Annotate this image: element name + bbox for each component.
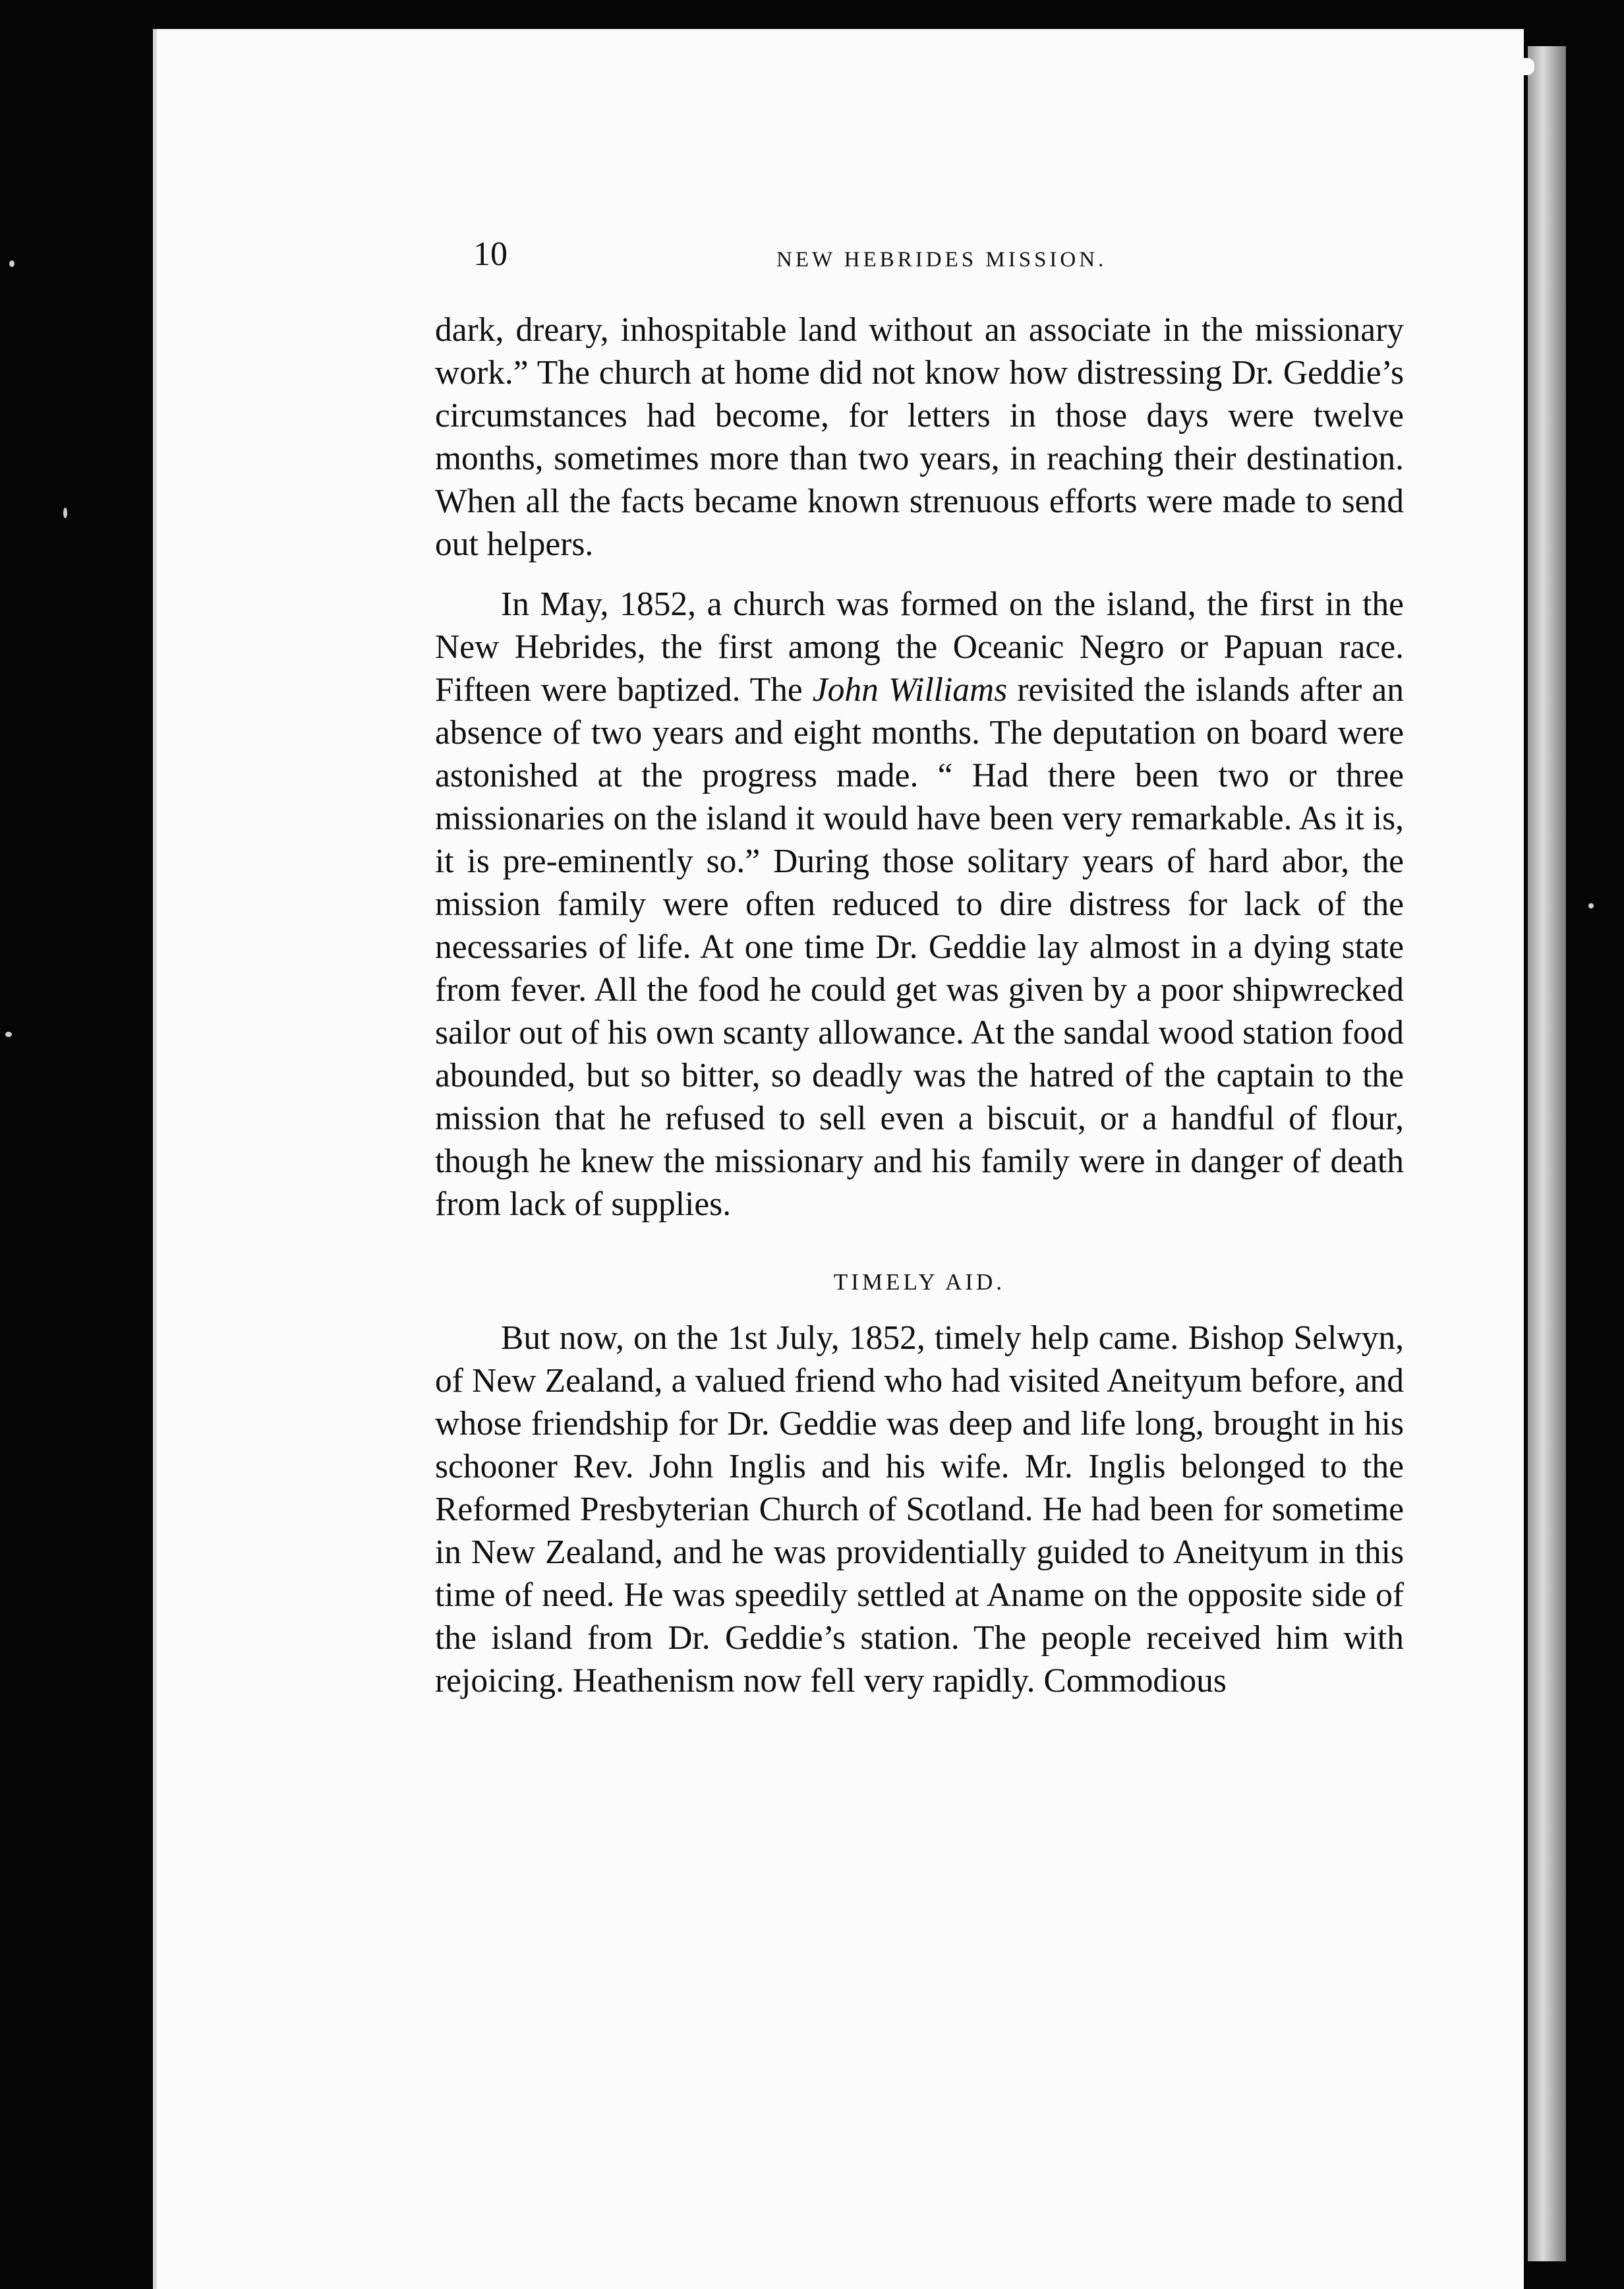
paragraph-2-text-a: In May, 1852, a church was formed on the island, the first in the New Hebrides, the first among the Oceanic Negro or Papuan race. Fifteen were baptized. The bbox=[435, 585, 1404, 709]
scan-speck bbox=[1588, 903, 1594, 908]
page-number: 10 bbox=[473, 235, 508, 273]
paragraph-1: dark, dreary, inhospitable land without an associate in the missionary work.” The church at home did not know how distressing Dr. Geddie’s circumstances had become, for letters in those days were twelve months, sometimes more than two years, in reaching their destination. When all the facts became known strenuous efforts were made to send out helpers. bbox=[435, 311, 1404, 563]
scan-speck bbox=[9, 260, 14, 267]
page-edge-mark bbox=[1516, 58, 1534, 75]
body-text bbox=[435, 309, 1404, 1702]
scan-speck bbox=[63, 508, 67, 518]
section-heading: TIMELY AID. bbox=[833, 1269, 1006, 1295]
ship-name: John Williams bbox=[812, 671, 1008, 709]
running-title: NEW HEBRIDES MISSION. bbox=[776, 248, 1107, 272]
running-head bbox=[473, 235, 1488, 287]
scan-speck bbox=[5, 1032, 12, 1037]
paragraph-3: But now, on the 1st July, 1852, timely help came. Bishop Selwyn, of New Zealand, a valued friend who had visited Aneityum before, and whose friendship for Dr. Geddie was deep and life long, brought in his schooner Rev. John Inglis and his wife. Mr. Inglis belonged to the Reformed Presbyterian Church of Scotland. He had been for sometime in New Zealand, and he was providentially guided to Aneityum in this time of need. He was speedily settled at Aname on the opposite side of the island from Dr. Geddie’s station. The people received him with rejoicing. Heathenism now fell very rapidly. Commodious bbox=[435, 1319, 1404, 1700]
adjacent-page-edge bbox=[1528, 46, 1566, 2261]
paragraph-2-text-b: revisited the islands after an absence of two years and eight months. The deputation on board were astonished at the progress made. “ Had there been two or three missionaries on the island it would have been very remarkable. As it is, it is pre-eminently so.” During those solitary years of hard abor, the mission family were often reduced to dire distress for lack of the necessaries of life. At one time Dr. Geddie lay almost in a dying state from fever. All the food he could get was given by a poor shipwrecked sailor out of his own scanty allowance. At the sandal wood station food abounded, but so bitter, so deadly was the hatred of the captain to the mission that he refused to sell even a biscuit, or a handful of flour, though he knew the missionary and his family were in danger of death from lack of supplies. bbox=[435, 671, 1404, 1223]
paragraph-2 bbox=[435, 583, 1404, 1226]
